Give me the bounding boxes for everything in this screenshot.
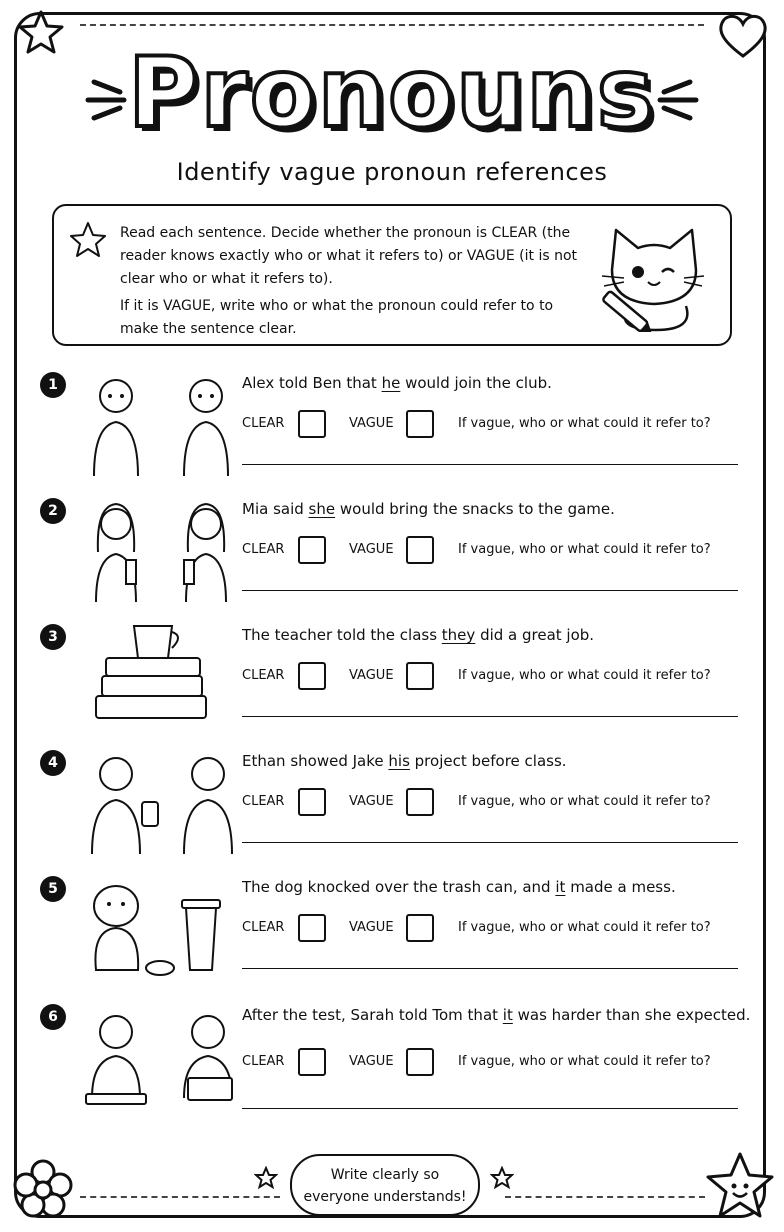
answer-write-line[interactable] (242, 1108, 738, 1109)
sentence-after: would bring the snacks to the game. (335, 500, 615, 518)
footer-line-2: everyone understands! (303, 1189, 467, 1205)
answer-options (242, 410, 742, 440)
clear-label: CLEAR (242, 416, 285, 431)
page-title: Pronouns (128, 37, 656, 149)
vague-checkbox[interactable] (406, 662, 434, 690)
books-and-cup-icon (76, 618, 246, 730)
star-icon (68, 220, 108, 260)
vague-checkbox[interactable] (406, 914, 434, 942)
vague-checkbox[interactable] (406, 788, 434, 816)
boys-with-phone-icon (76, 744, 246, 856)
vague-prompt: If vague, who or what could it refer to? (458, 794, 711, 809)
clear-checkbox[interactable] (298, 788, 326, 816)
answer-options (242, 662, 742, 692)
pronoun-underlined: they (441, 626, 476, 644)
vague-prompt: If vague, who or what could it refer to? (458, 920, 711, 935)
vague-label: VAGUE (349, 668, 394, 683)
clear-label: CLEAR (242, 1054, 285, 1069)
vague-label: VAGUE (349, 920, 394, 935)
small-star-right-icon (490, 1166, 514, 1190)
clear-checkbox[interactable] (298, 536, 326, 564)
question-item (40, 498, 750, 618)
clear-checkbox[interactable] (298, 410, 326, 438)
top-dashed-divider (80, 24, 704, 26)
instructions-box (52, 204, 732, 346)
sentence-before: The teacher told the class (242, 626, 442, 644)
vague-checkbox[interactable] (406, 1048, 434, 1076)
vague-prompt: If vague, who or what could it refer to? (458, 416, 711, 431)
question-number: 1 (40, 372, 66, 398)
answer-options (242, 1048, 742, 1078)
bottom-dashed-divider-left (80, 1196, 280, 1198)
flower-corner-icon (12, 1158, 74, 1220)
clear-checkbox[interactable] (298, 1048, 326, 1076)
question-item (40, 1004, 750, 1124)
vague-label: VAGUE (349, 416, 394, 431)
vague-checkbox[interactable] (406, 536, 434, 564)
answer-write-line[interactable] (242, 590, 738, 591)
footer-line-1: Write clearly so (330, 1167, 440, 1183)
clear-checkbox[interactable] (298, 914, 326, 942)
clear-label: CLEAR (242, 668, 285, 683)
question-number: 4 (40, 750, 66, 776)
question-item (40, 876, 750, 996)
answer-write-line[interactable] (242, 716, 738, 717)
sentence-after: made a mess. (565, 878, 676, 896)
sentence-before: Mia said (242, 500, 309, 518)
question-sentence (242, 626, 594, 644)
question-sentence (242, 374, 552, 392)
question-item (40, 372, 750, 492)
sentence-before: The dog knocked over the trash can, and (242, 878, 556, 896)
question-number: 5 (40, 876, 66, 902)
page-subtitle: Identify vague pronoun references (176, 158, 608, 186)
answer-options (242, 788, 742, 818)
answer-options (242, 914, 742, 944)
kids-reading-icon (76, 998, 246, 1110)
sentence-after: was harder than she expected. (512, 1006, 751, 1024)
clear-label: CLEAR (242, 920, 285, 935)
winking-cat-icon (596, 220, 706, 332)
pronoun-underlined: it (555, 878, 566, 896)
dog-and-trash-can-icon (76, 870, 246, 982)
clear-checkbox[interactable] (298, 662, 326, 690)
vague-label: VAGUE (349, 794, 394, 809)
two-girls-with-drinks-icon (76, 492, 246, 604)
footer-message-bubble (290, 1154, 480, 1216)
sentence-after: would join the club. (400, 374, 552, 392)
answer-options (242, 536, 742, 566)
pronoun-underlined: he (381, 374, 401, 392)
answer-write-line[interactable] (242, 968, 738, 969)
vague-label: VAGUE (349, 1054, 394, 1069)
pronoun-underlined: she (308, 500, 336, 518)
vague-prompt: If vague, who or what could it refer to? (458, 1054, 711, 1069)
answer-write-line[interactable] (242, 464, 738, 465)
question-sentence (242, 752, 567, 770)
question-number: 2 (40, 498, 66, 524)
question-number: 6 (40, 1004, 66, 1030)
burst-lines-right-icon (650, 70, 700, 130)
vague-prompt: If vague, who or what could it refer to? (458, 542, 711, 557)
question-sentence (242, 1006, 750, 1024)
vague-label: VAGUE (349, 542, 394, 557)
answer-write-line[interactable] (242, 842, 738, 843)
question-sentence (242, 878, 676, 896)
smiling-star-corner-icon (704, 1150, 776, 1222)
sentence-after: project before class. (409, 752, 567, 770)
sentence-after: did a great job. (475, 626, 595, 644)
question-item (40, 750, 750, 870)
sentence-before: Alex told Ben that (242, 374, 382, 392)
pronoun-underlined: it (502, 1006, 513, 1024)
clear-label: CLEAR (242, 794, 285, 809)
question-item (40, 624, 750, 744)
sentence-before: Ethan showed Jake (242, 752, 389, 770)
pronoun-underlined: his (388, 752, 410, 770)
instructions-text-1: Read each sentence. Decide whether the pronoun is CLEAR (the reader knows exactly who or what it refers to) or VAGUE (it is not clear who or what it refers to). (120, 225, 578, 287)
small-star-left-icon (254, 1166, 278, 1190)
instructions-text-2: If it is VAGUE, write who or what the pronoun could refer to to make the sentence clear. (120, 298, 554, 337)
clear-label: CLEAR (242, 542, 285, 557)
burst-lines-left-icon (84, 70, 134, 130)
vague-prompt: If vague, who or what could it refer to? (458, 668, 711, 683)
two-boys-icon (76, 366, 246, 478)
question-sentence (242, 500, 615, 518)
question-number: 3 (40, 624, 66, 650)
bottom-dashed-divider-right (505, 1196, 705, 1198)
sentence-before: After the test, Sarah told Tom that (242, 1006, 503, 1024)
vague-checkbox[interactable] (406, 410, 434, 438)
